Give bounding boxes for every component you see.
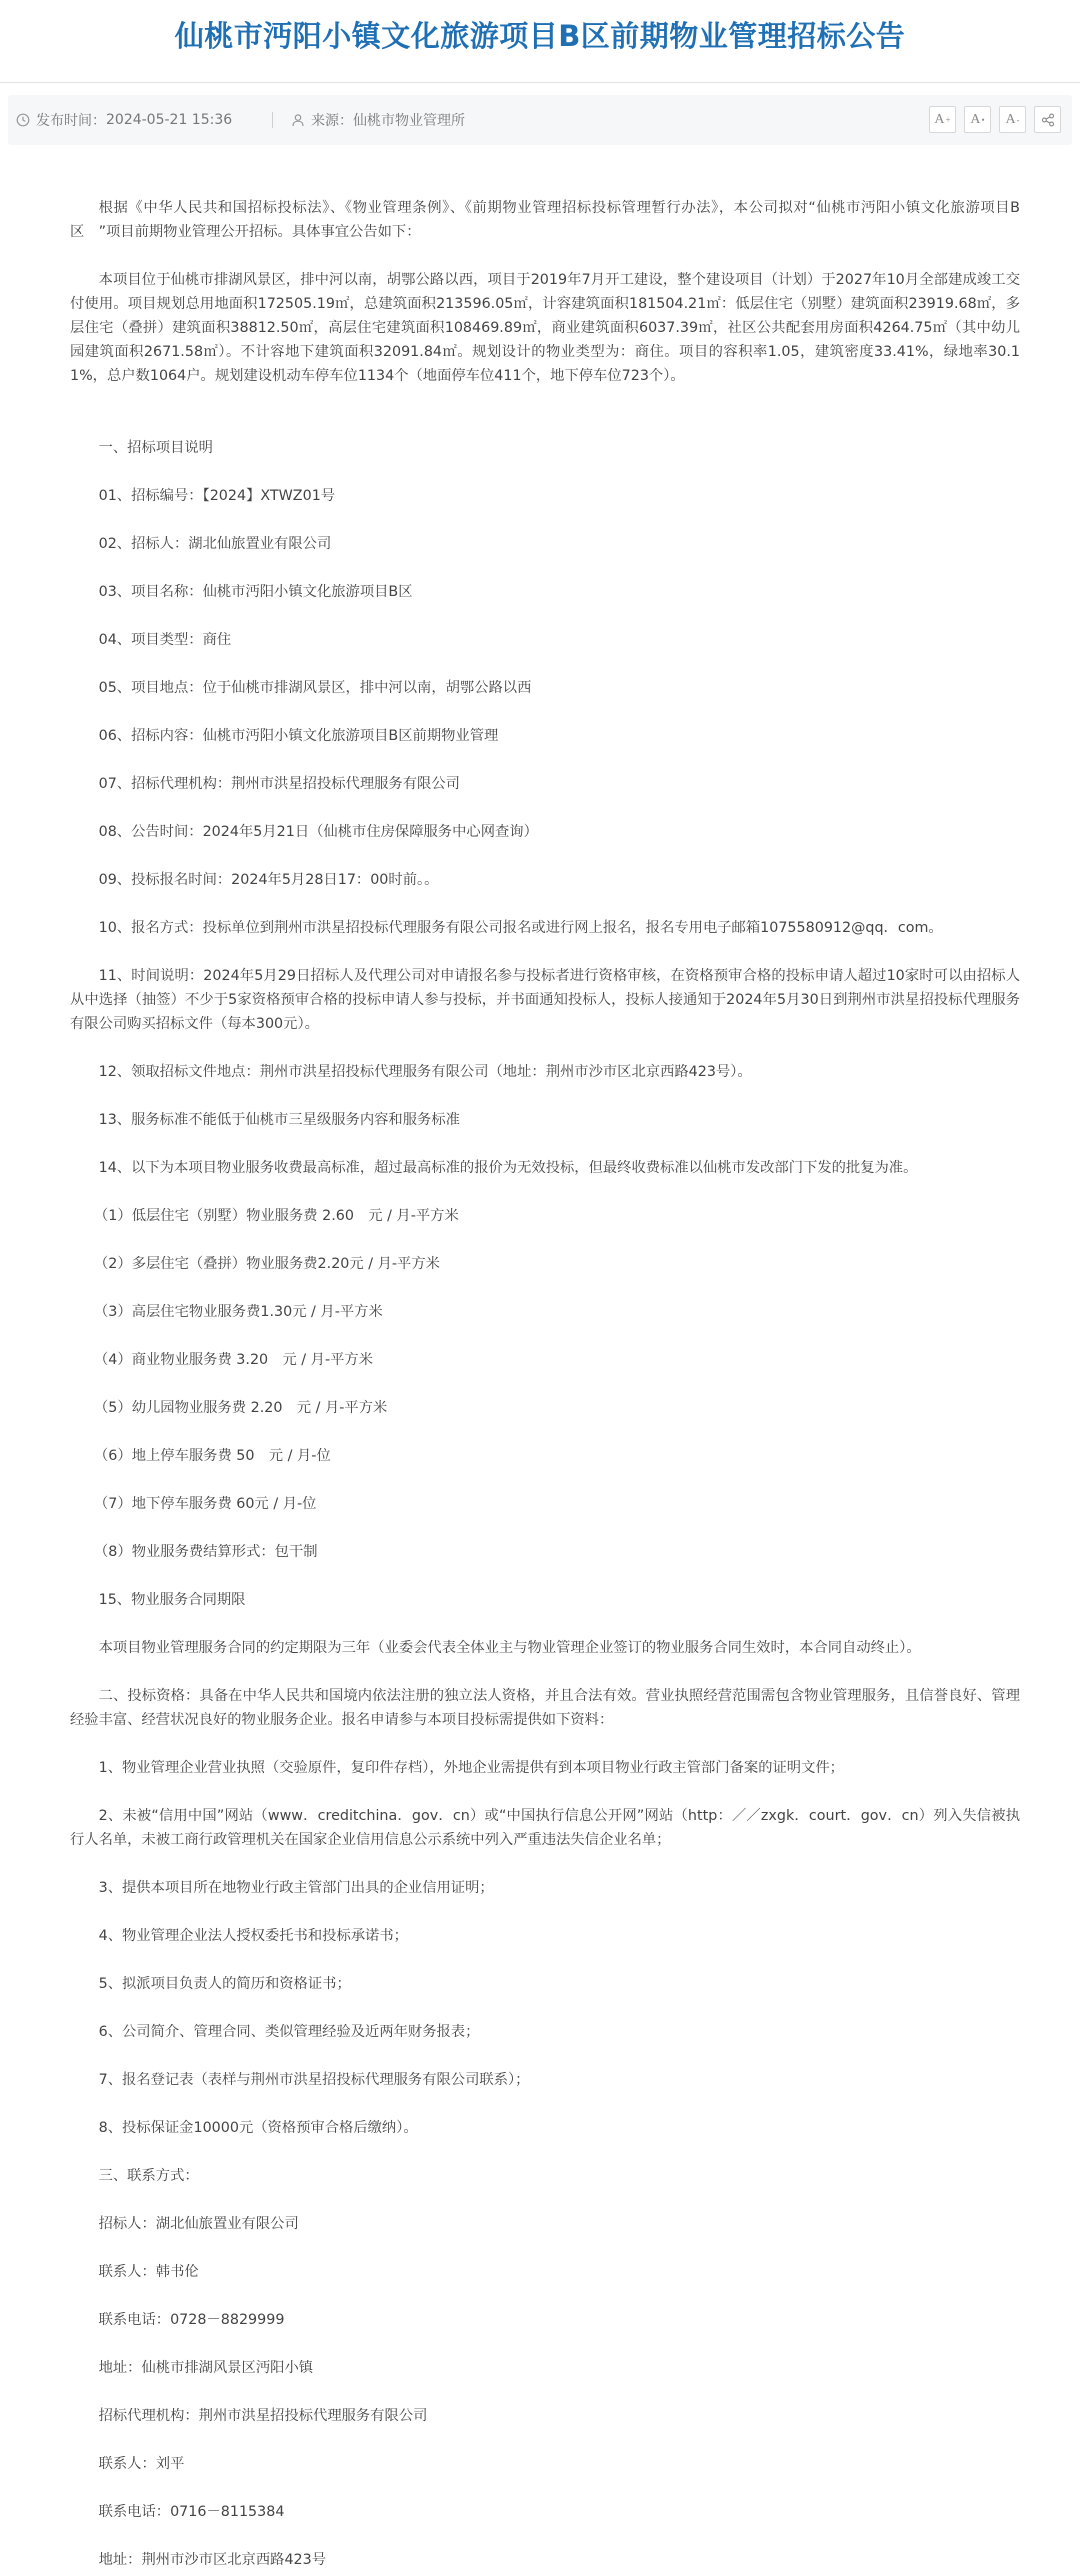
source-value: 仙桃市物业管理所	[353, 113, 465, 129]
article-meta-bar	[8, 95, 1072, 145]
font-increase-label: A	[934, 111, 945, 127]
section-heading: 一、招标项目说明	[98, 440, 213, 456]
qualification-paragraph: 二、投标资格：具备在中华人民共和国境内依法注册的独立法人资格，并且合法有效。营业执照经营范围需包含物业管理服务，且信誉良好、管理经验丰富、经营状况良好的物业服务企业。报名申请参与本项目投标需提供如下资料：	[70, 1688, 1020, 1728]
fee-item: （8）物业服务费结算形式：包干制	[94, 1544, 318, 1560]
share-icon	[1041, 113, 1055, 127]
font-reset-button[interactable]: A •	[964, 106, 991, 133]
contract-term-paragraph: 本项目物业管理服务合同的约定期限为三年（业委会代表全体业主与物业管理企业签订的物业服务合同生效时，本合同自动终止）。	[98, 1640, 921, 1656]
list-item: 7、报名登记表（表样与荆州市洪星招投标代理服务有限公司联系）；	[98, 2072, 530, 2088]
contact-line: 联系人：韩书伦	[98, 2264, 199, 2280]
list-item: 10、报名方式：投标单位到荆州市洪星招投标代理服务有限公司报名或进行网上报名，报名专用电子邮箱1075580912@qq．com。	[98, 920, 943, 936]
contact-line: 地址：仙桃市排湖风景区沔阳小镇	[98, 2360, 314, 2376]
publish-time	[16, 95, 232, 145]
project-overview-paragraph: 本项目位于仙桃市排湖风景区，排中河以南，胡鄂公路以西，项目于2019年7月开工建设，整个建设项目（计划）于2027年10月全部建成竣工交付使用。项目规划总用地面积172505.19㎡，总建筑面积213596.05㎡，计容建筑面积181504.21㎡：低层住宅（别墅）建筑面积23919.68㎡，多层住宅（叠拼）建筑面积38812.50㎡，高层住宅建筑面积108469.89㎡，商业建筑面积6037.39㎡，社区公共配套用房面积4264.75㎡（其中幼儿园建筑面积2671.58㎡）。不计容地下建筑面积32091.84㎡。规划设计的物业类型为：商住。项目的容积率1.05，建筑密度33.41%，绿地率30.11%，总户数1064户。规划建设机动车停车位1134个（地面停车位411个，地下停车位723个）。	[70, 272, 1020, 384]
list-item: 01、招标编号：【2024】XTWZ01号	[98, 488, 336, 504]
fee-item: （7）地下停车服务费 60元 / 月-位	[94, 1496, 317, 1512]
section-heading: 三、联系方式：	[98, 2168, 199, 2184]
list-item: 4、物业管理企业法人授权委托书和投标承诺书；	[98, 1928, 408, 1944]
list-item: 09、投标报名时间：2024年5月28日17：00时前。。	[98, 872, 439, 888]
contact-line: 地址：荆州市沙市区北京西路423号	[98, 2552, 327, 2568]
publish-time-label: 发布时间：	[36, 113, 106, 129]
meta-divider	[272, 112, 273, 128]
list-item: 05、项目地点：位于仙桃市排湖风景区，排中河以南，胡鄂公路以西	[98, 680, 532, 696]
article-source	[291, 95, 465, 145]
list-item: 08、公告时间：2024年5月21日（仙桃市住房保障服务中心网查询）	[98, 824, 538, 840]
list-item: 3、提供本项目所在地物业行政主管部门出具的企业信用证明；	[98, 1880, 494, 1896]
contact-line: 联系人：刘平	[98, 2456, 185, 2472]
fee-item: （1）低层住宅（别墅）物业服务费 2.60 元 / 月-平方米	[94, 1208, 459, 1224]
clock-icon	[16, 113, 30, 127]
list-item: 2、未被“信用中国”网站（www．creditchina．gov．cn）或“中国执行信息公开网”网站（http：／／zxgk．court．gov．cn）列入失信被执行人名单，未被工商行政管理机关在国家企业信用信息公示系统中列入严重违法失信企业名单；	[70, 1808, 1020, 1848]
list-item: 03、项目名称：仙桃市沔阳小镇文化旅游项目B区	[98, 584, 413, 600]
list-item: 14、以下为本项目物业服务收费最高标准，超过最高标准的报价为无效投标，但最终收费标准以仙桃市发改部门下发的批复为准。	[98, 1160, 918, 1176]
list-item: 12、领取招标文件地点：荆州市洪星招投标代理服务有限公司（地址：荆州市沙市区北京西路423号）。	[98, 1064, 752, 1080]
contact-line: 招标人：湖北仙旅置业有限公司	[98, 2216, 299, 2232]
fee-item: （4）商业物业服务费 3.20 元 / 月-平方米	[94, 1352, 373, 1368]
list-item: 04、项目类型：商住	[98, 632, 232, 648]
list-item: 06、招标内容：仙桃市沔阳小镇文化旅游项目B区前期物业管理	[98, 728, 499, 744]
list-item: 5、拟派项目负责人的简历和资格证书；	[98, 1976, 351, 1992]
share-button[interactable]	[1034, 106, 1061, 133]
fee-item: （3）高层住宅物业服务费1.30元 / 月-平方米	[94, 1304, 383, 1320]
intro-paragraph: 根据《中华人民共和国招标投标法》、《物业管理条例》、《前期物业管理招标投标管理暂行办法》，本公司拟对“仙桃市沔阳小镇文化旅游项目B区 ”项目前期物业管理公开招标。具体事宜公告如下：	[70, 200, 1020, 240]
list-item: 1、物业管理企业营业执照（交验原件，复印件存档），外地企业需提供有到本项目物业行政主管部门备案的证明文件；	[98, 1760, 844, 1776]
fee-item: （6）地上停车服务费 50 元 / 月-位	[94, 1448, 331, 1464]
list-item: 07、招标代理机构：荆州市洪星招投标代理服务有限公司	[98, 776, 460, 792]
title-divider	[0, 82, 1080, 83]
publish-time-value: 2024-05-21 15:36	[106, 112, 233, 128]
user-icon	[291, 113, 305, 127]
font-increase-button[interactable]: A +	[929, 106, 956, 133]
fee-item: （5）幼儿园物业服务费 2.20 元 / 月-平方米	[94, 1400, 388, 1416]
list-item: 6、公司简介、管理合同、类似管理经验及近两年财务报表；	[98, 2024, 480, 2040]
contact-line: 联系电话：0716－8115384	[98, 2504, 285, 2520]
contact-line: 联系电话：0728－8829999	[98, 2312, 285, 2328]
font-decrease-label: A	[1005, 111, 1016, 127]
list-item: 11、时间说明：2024年5月29日招标人及代理公司对申请报名参与投标者进行资格审核，在资格预审合格的投标申请人超过10家时可以由招标人从中选择（抽签）不少于5家资格预审合格的投标申请人参与投标，并书面通知投标人，投标人接通知于2024年5月30日到荆州市洪星招投标代理服务有限公司购买招标文件（每本300元）。	[70, 968, 1020, 1032]
contact-line: 招标代理机构：荆州市洪星招投标代理服务有限公司	[98, 2408, 428, 2424]
list-item: 02、招标人：湖北仙旅置业有限公司	[98, 536, 332, 552]
font-reset-label: A	[970, 111, 981, 127]
font-decrease-button[interactable]: A -	[999, 106, 1026, 133]
list-item: 13、服务标准不能低于仙桃市三星级服务内容和服务标准	[98, 1112, 460, 1128]
list-item: 15、物业服务合同期限	[98, 1592, 246, 1608]
source-label: 来源：	[311, 113, 353, 129]
list-item: 8、投标保证金10000元（资格预审合格后缴纳）。	[98, 2120, 418, 2136]
article-title: 仙桃市沔阳小镇文化旅游项目B区前期物业管理招标公告	[174, 19, 906, 53]
fee-item: （2）多层住宅（叠拼）物业服务费2.20元 / 月-平方米	[94, 1256, 440, 1272]
